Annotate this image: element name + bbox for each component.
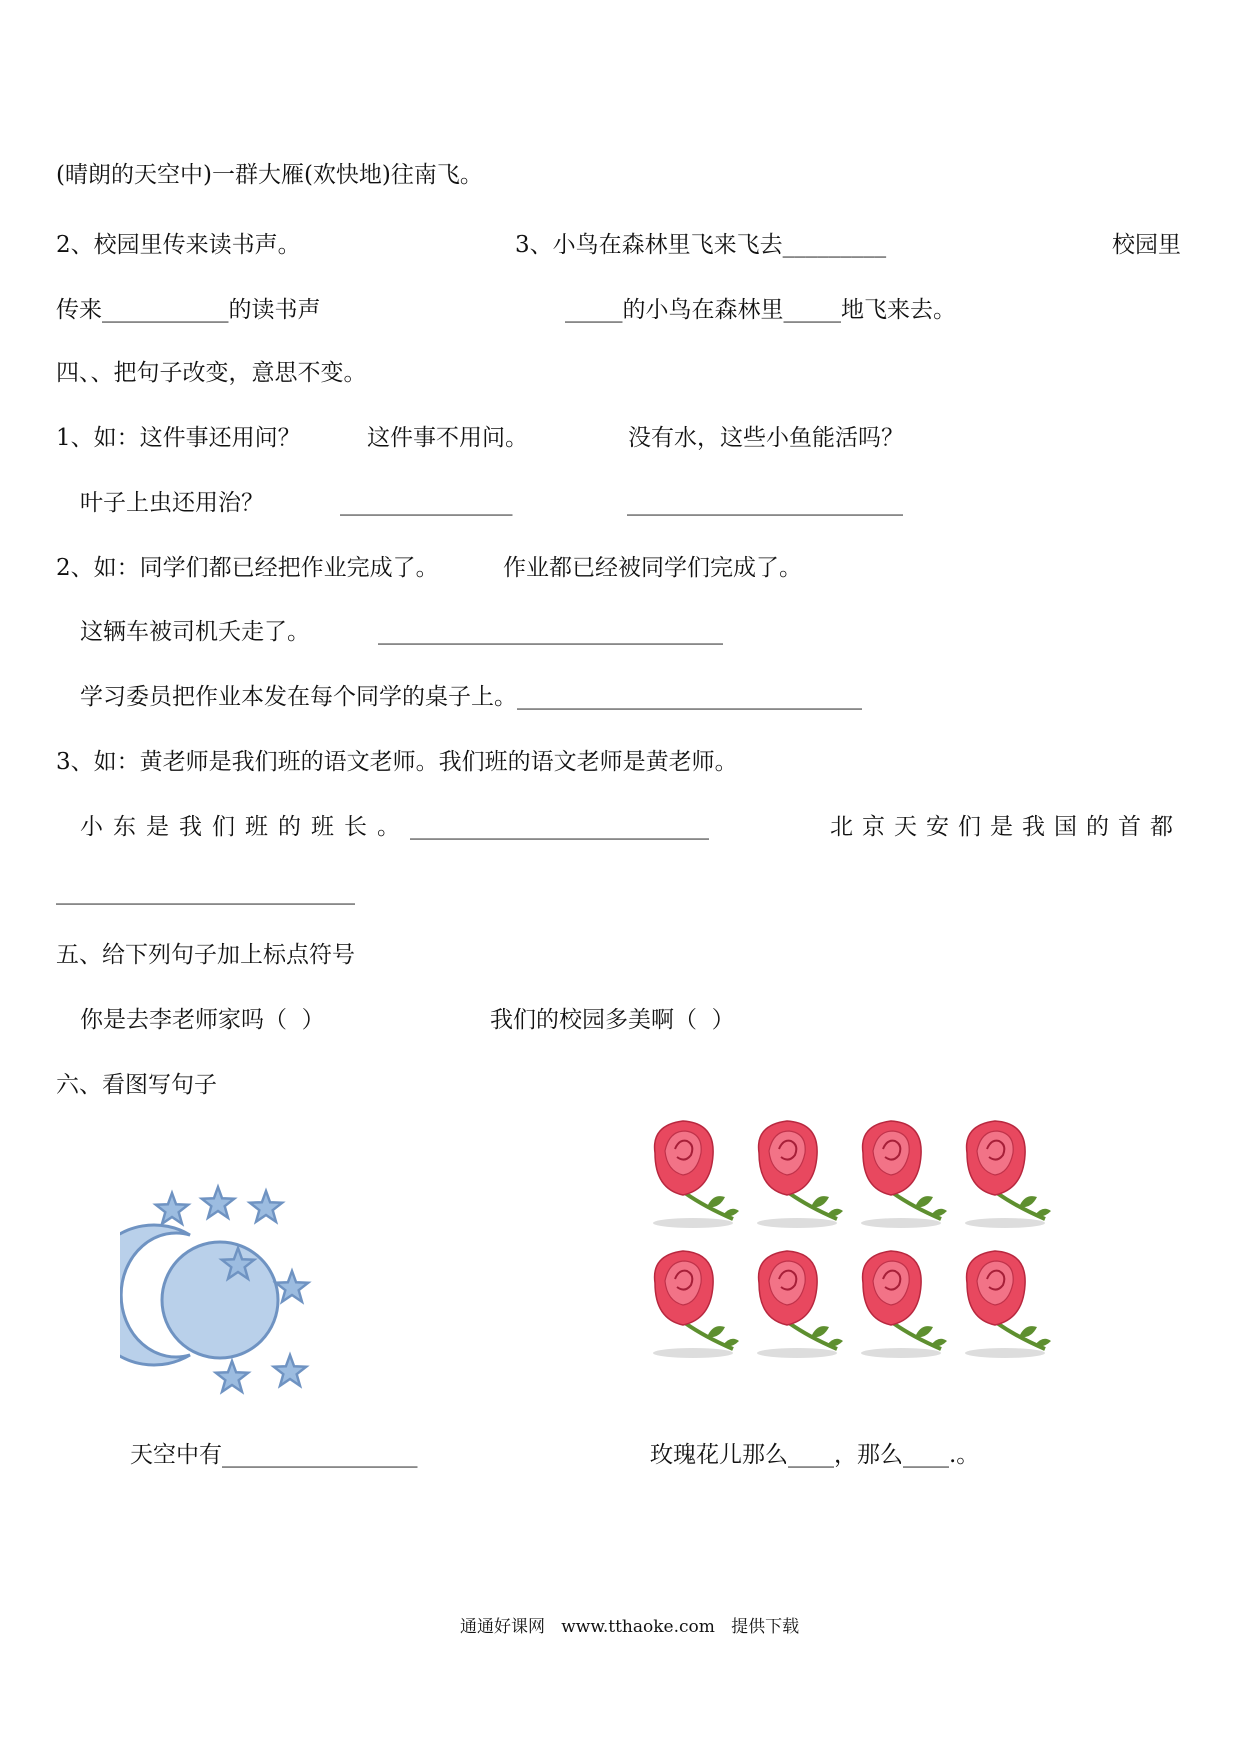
q3-question-a: 小东是我们班的班长。 bbox=[80, 814, 410, 840]
section-4-heading: 四、、把句子改变，意思不变。 bbox=[56, 360, 367, 386]
q1-answer-blank-a: _______________ bbox=[340, 490, 513, 516]
rose-icon bbox=[861, 1251, 947, 1358]
rose-icon bbox=[861, 1121, 947, 1228]
punctuation-item-a: 你是去李老师家吗（ ） bbox=[80, 1007, 325, 1033]
example-sentence: (晴朗的天空中)一群大雁(欢快地)往南飞。 bbox=[56, 162, 483, 188]
q1-answer-blank-b: ________________________ bbox=[627, 490, 903, 516]
q3-question-b: 北京天安们是我国的首都 bbox=[830, 814, 1182, 840]
picture-a-sentence: 天空中有_________________ bbox=[130, 1442, 418, 1468]
rose-icon bbox=[653, 1251, 739, 1358]
rose-icon bbox=[965, 1251, 1051, 1358]
star-icon bbox=[276, 1271, 308, 1302]
rose-icon bbox=[757, 1251, 843, 1358]
star-icon bbox=[156, 1193, 188, 1224]
punctuation-item-b: 我们的校园多美啊（ ） bbox=[490, 1007, 735, 1033]
item-2-blank-line: 传来___________的读书声 bbox=[56, 297, 321, 323]
star-icon bbox=[274, 1355, 306, 1386]
moon-stars-picture bbox=[120, 1180, 330, 1400]
item-3-blank-line: _____的小鸟在森林里_____地飞来去。 bbox=[565, 297, 956, 323]
q2-example-answer: 作业都已经被同学们完成了。 bbox=[503, 555, 802, 581]
page-footer: 通通好课网 www.tthaoke.com 提供下载 bbox=[460, 1617, 800, 1637]
star-icon bbox=[202, 1187, 234, 1218]
star-icon bbox=[216, 1361, 248, 1392]
roses-picture bbox=[645, 1115, 1065, 1365]
q3-example: 3、如：黄老师是我们班的语文老师。我们班的语文老师是黄老师。 bbox=[56, 749, 738, 775]
q2-example: 2、如：同学们都已经把作业完成了。 bbox=[56, 555, 439, 581]
q1-question-b: 没有水，这些小鱼能活吗？ bbox=[628, 425, 904, 451]
q2-answer-blank-a: ______________________________ bbox=[378, 619, 723, 645]
star-icon bbox=[250, 1191, 282, 1222]
q2-question-a: 这辆车被司机夭走了。 bbox=[80, 619, 310, 645]
item-2-continuation-start: 校园里 bbox=[1112, 232, 1181, 258]
rose-icon bbox=[757, 1121, 843, 1228]
rose-icon bbox=[653, 1121, 739, 1228]
q1-example: 1、如：这件事还用问？ bbox=[56, 425, 301, 451]
q3-answer-blank-a: __________________________ bbox=[410, 814, 709, 840]
rose-icon bbox=[965, 1121, 1051, 1228]
q2-question-b: 学习委员把作业本发在每个同学的桌子上。______________________________ bbox=[80, 684, 862, 710]
q1-question-a: 叶子上虫还用治？ bbox=[80, 490, 264, 516]
section-6-heading: 六、看图写句子 bbox=[56, 1072, 217, 1098]
q3-answer-blank-b: __________________________ bbox=[56, 879, 355, 905]
item-3-sentence: 3、小鸟在森林里飞来飞去_________ bbox=[515, 232, 887, 258]
q1-example-answer: 这件事不用问。 bbox=[367, 425, 528, 451]
item-2-sentence: 2、校园里传来读书声。 bbox=[56, 232, 301, 258]
section-5-heading: 五、给下列句子加上标点符号 bbox=[56, 942, 355, 968]
picture-b-sentence: 玫瑰花儿那么____，那么____.。 bbox=[650, 1442, 980, 1468]
